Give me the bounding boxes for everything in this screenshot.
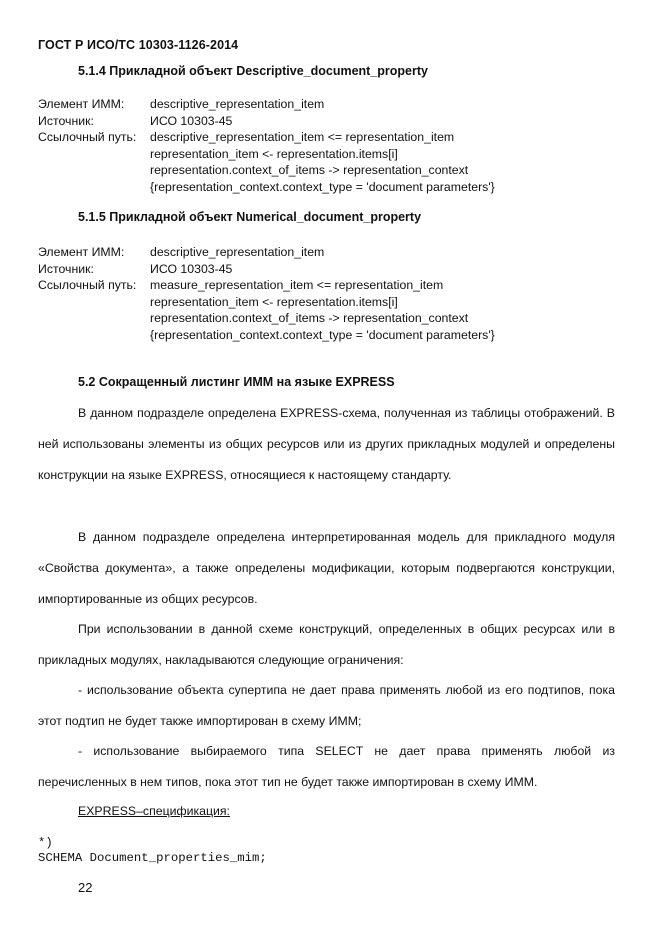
source-row [38, 113, 638, 130]
source-value: ИСО 10303-45 [150, 261, 233, 276]
section-5-1-5-title: 5.1.5 Прикладной объект Numerical_document_property [78, 210, 422, 224]
document-header: ГОСТ Р ИСО/ТС 10303-1126-2014 [38, 38, 239, 52]
express-code [38, 836, 267, 866]
path-line: representation.context_of_items -> representation_context [150, 311, 469, 326]
section-5-1-4-title: 5.1.4 Прикладной объект Descriptive_document_property [78, 64, 428, 78]
list-item: - использование объекта супертипа не дает права применять любой из его подтипов, пока этот подтип не будет также импортирован в схему ИММ; [38, 683, 615, 728]
element-row [38, 244, 638, 261]
source-value: ИСО 10303-45 [150, 113, 233, 128]
page-number: 22 [78, 880, 93, 895]
element-label: Элемент ИММ: [38, 97, 125, 111]
path-line: representation_item <- representation.items[i] [150, 146, 398, 161]
paragraph: В данном подразделе определена EXPRESS-схема, полученная из таблицы отображений. В ней использованы элементы из общих ресурсов или из других прикладных модулей и определены конструкции на языке EXPRESS, относящиеся к настоящему стандарту. [38, 406, 615, 482]
path-row [38, 277, 638, 343]
path-label: Ссылочный путь: [38, 278, 137, 293]
source-row [38, 261, 638, 278]
path-line: descriptive_representation_item <= representation_item [150, 130, 455, 145]
source-label: Источник: [38, 113, 94, 128]
code-line: SCHEMA Document_properties_mim; [38, 851, 267, 865]
paragraph: При использовании в данной схеме конструкций, определенных в общих ресурсах или в прикладных модулях, накладываются следующие ограничения: [38, 622, 615, 667]
path-line: measure_representation_item <= representation_item [150, 278, 444, 293]
express-spec-title: EXPRESS–спецификация: [78, 804, 230, 818]
element-label: Элемент ИММ: [38, 245, 125, 259]
path-row [38, 129, 638, 195]
element-row [38, 96, 638, 113]
section-5-1-4-definition [38, 96, 638, 196]
element-value: descriptive_representation_item [150, 97, 325, 111]
section-5-1-5-definition [38, 244, 638, 344]
paragraph: В данном подразделе определена интерпретированная модель для прикладного модуля «Свойства документа», а также определены модификации, которым подвергаются конструкции, импортированные из общих ресурсов. [38, 530, 615, 606]
path-value [150, 129, 638, 195]
section-5-2-title: 5.2 Сокращенный листинг ИММ на языке EXPRESS [78, 375, 395, 389]
list-item: - использование выбираемого типа SELECT не дает права применять любой из перечисленных в нем типов, пока этот тип не будет также импортирован в схему ИММ. [38, 744, 615, 789]
path-value [150, 277, 638, 343]
path-line: {representation_context.context_type = 'document parameters'} [150, 327, 495, 342]
path-line: {representation_context.context_type = 'document parameters'} [150, 179, 495, 194]
path-label: Ссылочный путь: [38, 130, 137, 145]
code-line: *) [38, 836, 53, 850]
source-label: Источник: [38, 261, 94, 276]
path-line: representation.context_of_items -> representation_context [150, 163, 469, 178]
element-value: descriptive_representation_item [150, 245, 325, 259]
path-line: representation_item <- representation.items[i] [150, 294, 398, 309]
